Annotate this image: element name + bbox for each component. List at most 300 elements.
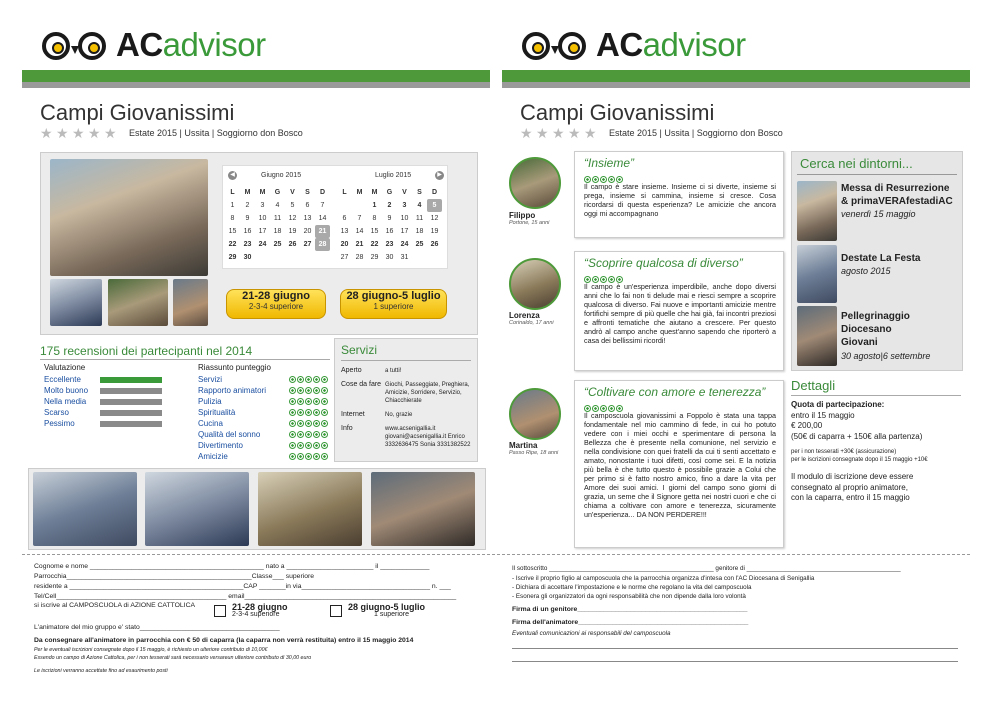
rating-dots xyxy=(289,398,328,405)
reviewer-avatar xyxy=(509,157,561,209)
rating-dot-icon xyxy=(313,409,320,416)
weekday-label: V xyxy=(402,189,407,196)
reviewer-name: Martina xyxy=(509,441,538,450)
calendar-day[interactable]: 15 xyxy=(228,228,237,235)
rating-dots xyxy=(289,420,328,427)
servizi-row xyxy=(341,367,476,375)
reviews-underline xyxy=(40,359,330,360)
july-label: Luglio 2015 xyxy=(375,172,412,179)
firma-animatore[interactable]: Firma dell'animatore_____________________________________________ xyxy=(512,619,749,626)
rating-dot-icon xyxy=(305,442,312,449)
calendar-day[interactable]: 11 xyxy=(273,215,282,222)
servizi-row xyxy=(341,425,476,449)
rating-dot-icon xyxy=(321,431,328,438)
calendar-day[interactable]: 7 xyxy=(357,215,362,222)
rating-dot-icon xyxy=(297,409,304,416)
right-logo xyxy=(520,26,746,64)
quota-label: Quota di partecipazione: xyxy=(791,400,885,409)
calendar-day[interactable]: 6 xyxy=(305,202,310,209)
calendar-day[interactable]: 29 xyxy=(228,254,237,261)
calendar-day[interactable]: 22 xyxy=(228,241,237,248)
calendar-day[interactable]: 13 xyxy=(303,215,312,222)
form-sottoscritto-line[interactable]: Il sottoscritto _______________________________________________ genitore di ____________________________________________ xyxy=(512,565,901,572)
weekday-label: M xyxy=(244,189,251,196)
weekday-label: V xyxy=(290,189,295,196)
reviewer-name: Lorenza xyxy=(509,311,540,320)
calendar-day[interactable]: 19 xyxy=(288,228,297,235)
valutazione-bar xyxy=(100,421,162,427)
valutazione-label-item[interactable]: Scarso xyxy=(44,408,69,417)
calendar-day xyxy=(412,251,427,264)
calendar-day[interactable]: 1 xyxy=(372,202,377,209)
owl-logo-icon xyxy=(40,28,110,62)
rating-dot-icon xyxy=(321,420,328,427)
right-page-title: Campi Giovanissimi xyxy=(520,100,715,125)
rating-dot-icon xyxy=(321,398,328,405)
rating-dot-icon xyxy=(289,387,296,394)
rating-dot-icon xyxy=(321,453,328,460)
calendar-day[interactable]: 31 xyxy=(400,254,409,261)
pill-sub: 2-3-4 superiore xyxy=(248,302,304,311)
checkbox-1-label xyxy=(232,602,288,618)
riassunto-label-item[interactable]: Divertimento xyxy=(198,441,243,450)
brand-name: ACadvisor xyxy=(596,26,746,63)
calendar-day[interactable]: 10 xyxy=(258,215,267,222)
left-page-title: Campi Giovanissimi xyxy=(40,100,235,125)
riassunto-label-item[interactable]: Cucina xyxy=(198,419,223,428)
calendar-day xyxy=(270,251,285,264)
weekday-label: D xyxy=(319,189,326,196)
event-item[interactable] xyxy=(841,253,961,276)
valutazione-row[interactable] xyxy=(44,407,174,418)
event-title-3: Giovani xyxy=(841,337,878,348)
calendar-day[interactable]: 27 xyxy=(340,254,349,261)
calendar-day[interactable]: 16 xyxy=(385,228,394,235)
review-body: Il campo è stare insieme. Insieme ci si diverte, insieme si prega, insieme si cammina, insieme si cresce. Cosa ricordarsi di questa esperienza? Le amicizie che ancora oggi mi accompagnano xyxy=(584,182,776,218)
thumb-photo xyxy=(173,279,208,326)
star-icon: ★ xyxy=(552,125,565,141)
session-1-checkbox[interactable] xyxy=(214,605,226,617)
riassunto-row[interactable] xyxy=(198,440,328,451)
calendar-day[interactable]: 15 xyxy=(370,228,379,235)
riassunto-row[interactable] xyxy=(198,396,328,407)
valutazione-bar xyxy=(100,377,162,383)
dettagli-heading: Dettagli xyxy=(791,378,836,393)
calendar-day[interactable]: 10 xyxy=(400,215,409,222)
calendar-day[interactable]: 16 xyxy=(243,228,252,235)
prev-month-icon[interactable]: ◀ xyxy=(228,171,237,180)
rating-dot-icon xyxy=(305,409,312,416)
calendar-day xyxy=(315,251,330,264)
reviewer-location: Corinaldo, 17 anni xyxy=(509,320,554,326)
servizi-value: No, grazie xyxy=(385,412,413,418)
left-gray-bar xyxy=(22,82,490,88)
comunicazioni-line[interactable] xyxy=(512,648,958,649)
rating-dot-icon xyxy=(297,431,304,438)
star-icon: ★ xyxy=(56,125,69,141)
rating-dot-icon xyxy=(289,398,296,405)
valutazione-label: Valutazione xyxy=(44,363,86,372)
calendar-day xyxy=(255,251,270,264)
session-2-checkbox[interactable] xyxy=(330,605,342,617)
servizi-underline xyxy=(341,360,471,361)
calendar xyxy=(222,165,448,269)
riassunto-row[interactable] xyxy=(198,385,328,396)
star-icon: ★ xyxy=(536,125,549,141)
calendar-day[interactable]: 12 xyxy=(430,215,439,222)
pill-title: 21-28 giugno xyxy=(242,290,310,302)
comunicazioni-line[interactable] xyxy=(512,661,958,662)
rating-dots xyxy=(289,409,328,416)
valutazione-bar xyxy=(100,410,162,416)
rating-dots xyxy=(289,442,328,449)
calendar-day[interactable]: 20 xyxy=(303,228,312,235)
event-date: venerdì 15 maggio xyxy=(841,209,916,219)
checkbox-1-sub: 2-3-4 superiore xyxy=(232,611,280,618)
right-green-bar xyxy=(502,70,970,82)
dettagli-body xyxy=(791,400,966,504)
calendar-day[interactable]: 20 xyxy=(340,241,349,248)
calendar-day[interactable]: 13 xyxy=(340,228,349,235)
calendar-day[interactable]: 25 xyxy=(273,241,282,248)
checkbox-2-title: 28 giugno-5 luglio xyxy=(348,602,425,612)
pill-title: 28 giugno-5 luglio xyxy=(346,290,441,302)
calendar-day[interactable]: 7 xyxy=(320,202,325,209)
form-iscrive-line: si iscrive al CAMPOSCUOLA di AZIONE CATTOLICA xyxy=(34,602,196,609)
quota-note-1: per i non tesserati +30€ (assicurazione) xyxy=(791,449,897,455)
rating-dot-icon xyxy=(297,453,304,460)
calendar-day[interactable]: 2 xyxy=(387,202,392,209)
form-clause-1: - Iscrive il proprio figlio al camposcuola che la parrocchia organizza d'intesa con l'AC Diocesana di Senigallia xyxy=(512,575,815,582)
riassunto-label-item[interactable]: Rapporto animatori xyxy=(198,386,267,395)
calendar-day[interactable]: 21 xyxy=(355,241,364,248)
calendar-day[interactable]: 24 xyxy=(258,241,267,248)
quota-note-2: per le iscrizioni consegnate dopo il 15 maggio +10€ xyxy=(791,457,928,463)
valutazione-row[interactable] xyxy=(44,396,174,407)
weekday-label: D xyxy=(431,189,438,196)
event-title-2: & primaVERAfestadiAC xyxy=(841,196,953,207)
firma-genitore[interactable]: Firma di un genitore_____________________________________________ xyxy=(512,606,748,613)
riassunto-label-item[interactable]: Spiritualità xyxy=(198,408,236,417)
form-note-3: Le iscrizioni verranno accettate fino ad esaurimento posti xyxy=(34,668,168,674)
calendar-day[interactable]: 22 xyxy=(370,241,379,248)
servizi-key: Info xyxy=(341,425,353,432)
calendar-day[interactable]: 9 xyxy=(387,215,392,222)
calendar-day xyxy=(352,199,367,212)
checkbox-2-sub: 1 superiore xyxy=(374,611,410,618)
rating-dot-icon xyxy=(305,398,312,405)
rating-dot-icon xyxy=(313,420,320,427)
servizi-heading: Servizi xyxy=(341,343,378,357)
june-grid xyxy=(225,186,330,264)
calendar-day[interactable]: 28 xyxy=(355,254,364,261)
left-subtitle: Estate 2015 | Ussita | Soggiorno don Bosco xyxy=(129,128,303,138)
riassunto-label-item[interactable]: Qualità del sonno xyxy=(198,430,261,439)
calendar-day[interactable]: 8 xyxy=(372,215,377,222)
calendar-day[interactable]: 29 xyxy=(370,254,379,261)
calendar-day[interactable]: 17 xyxy=(258,228,267,235)
calendar-day[interactable]: 19 xyxy=(430,228,439,235)
riassunto-row[interactable] xyxy=(198,407,328,418)
brand-name: ACadvisor xyxy=(116,26,266,63)
calendar-day[interactable]: 25 xyxy=(415,241,424,248)
event-date: agosto 2015 xyxy=(841,266,891,276)
session-pill-1[interactable] xyxy=(226,289,326,319)
left-green-bar xyxy=(22,70,490,82)
form-contact-line[interactable]: Tel/Cell_____________________________________________ email________________________________________________________ xyxy=(34,593,457,600)
valutazione-row[interactable] xyxy=(44,374,174,385)
form-note-2: Essendo un campo di Azione Cattolica, per i non tesserati sarà necessario versareun ulteriore contributo di 30,00 euro xyxy=(34,655,312,661)
form-parrocchia-line[interactable]: Parrocchia_________________________________________________Classe___ superiore xyxy=(34,573,315,580)
rating-dot-icon xyxy=(289,420,296,427)
calendar-day[interactable]: 2 xyxy=(245,202,250,209)
june-label: Giugno 2015 xyxy=(261,172,302,179)
rating-dot-icon xyxy=(289,431,296,438)
owl-logo-icon xyxy=(520,28,590,62)
form-clause-2: - Dichiara di accettare l'impostazione e le norme che regolano la vita del camposcuola xyxy=(512,584,752,591)
calendar-day[interactable]: 21 xyxy=(315,225,330,238)
servizi-value: www.acsenigallia.it giovani@acsenigallia.it Enrico 3332636475 Sonia 3331382522 xyxy=(385,426,471,448)
valutazione-bar xyxy=(100,388,162,394)
servizi-rows xyxy=(341,367,476,455)
valutazione-label-item[interactable]: Molto buono xyxy=(44,386,89,395)
servizi-key: Cose da fare xyxy=(341,381,382,388)
riassunto-row[interactable] xyxy=(198,374,328,385)
rating-dot-icon xyxy=(289,409,296,416)
star-icon: ★ xyxy=(520,125,533,141)
star-icon: ★ xyxy=(568,125,581,141)
event-date: 30 agosto|6 settembre xyxy=(841,351,931,361)
rating-dot-icon xyxy=(289,376,296,383)
calendar-day[interactable]: 4 xyxy=(417,202,422,209)
pill-sub: 1 superiore xyxy=(373,302,414,311)
event-title: Destate La Festa xyxy=(841,253,921,264)
form-animatore-line[interactable]: L'animatore del mio gruppo e' stato_____________________________________ xyxy=(34,624,280,631)
rating-dot-icon xyxy=(313,442,320,449)
rating-dots xyxy=(289,431,328,438)
calendar-day[interactable]: 17 xyxy=(400,228,409,235)
rating-dot-icon xyxy=(289,453,296,460)
event-title: Pellegrinaggio xyxy=(841,311,910,322)
event-item[interactable] xyxy=(841,183,961,219)
calendar-day[interactable]: 28 xyxy=(315,238,330,251)
rating-dot-icon xyxy=(313,453,320,460)
weekday-label: G xyxy=(386,189,393,196)
reviewer-location: Portone, 15 anni xyxy=(509,220,550,226)
strip-photo xyxy=(258,472,362,546)
rating-dot-icon xyxy=(297,398,304,405)
rating-dots xyxy=(289,453,328,460)
calendar-day[interactable]: 23 xyxy=(385,241,394,248)
rating-dot-icon xyxy=(321,442,328,449)
calendar-day[interactable]: 9 xyxy=(245,215,250,222)
nearby-heading: Cerca nei dintorni... xyxy=(800,156,913,171)
cut-line xyxy=(22,554,970,555)
calendar-day[interactable]: 27 xyxy=(303,241,312,248)
session-pill-2[interactable] xyxy=(340,289,447,319)
calendar-day[interactable]: 6 xyxy=(342,215,347,222)
star-icon: ★ xyxy=(72,125,85,141)
event-title: Messa di Resurrezione xyxy=(841,183,950,194)
calendar-day xyxy=(300,251,315,264)
calendar-day[interactable]: 26 xyxy=(288,241,297,248)
star-icon: ★ xyxy=(40,125,53,141)
modulo-line-2: consegnato al proprio animatore, xyxy=(791,482,908,492)
servizi-key: Internet xyxy=(341,411,365,418)
event-title-2: Diocesano xyxy=(841,324,892,335)
review-title: “Coltivare con amore e tenerezza” xyxy=(584,385,766,399)
calendar-day[interactable]: 18 xyxy=(273,228,282,235)
quota-line-1: entro il 15 maggio xyxy=(791,410,855,420)
checkbox-1-title: 21-28 giugno xyxy=(232,602,288,612)
rating-dot-icon xyxy=(305,431,312,438)
rating-dot-icon xyxy=(289,442,296,449)
riassunto-row[interactable] xyxy=(198,451,328,462)
servizi-key: Aperto xyxy=(341,367,362,374)
calendar-day[interactable]: 4 xyxy=(275,202,280,209)
left-rating-stars xyxy=(40,126,118,140)
calendar-day[interactable]: 14 xyxy=(318,215,327,222)
reviewer-avatar xyxy=(509,258,561,310)
modulo-line-3: con la caparra, entro il 15 maggio xyxy=(791,493,910,502)
right-rating-stars xyxy=(520,126,598,140)
review-title: “Insieme” xyxy=(584,156,635,170)
servizi-row xyxy=(341,381,476,405)
valutazione-row[interactable] xyxy=(44,385,174,396)
riassunto-row[interactable] xyxy=(198,418,328,429)
rating-dots xyxy=(289,376,328,383)
rating-dot-icon xyxy=(313,398,320,405)
weekday-label: S xyxy=(305,189,310,196)
quota-line-2: € 200,00 xyxy=(791,421,823,430)
servizi-row xyxy=(341,411,476,419)
riassunto-row[interactable] xyxy=(198,429,328,440)
strip-photo xyxy=(33,472,137,546)
rating-dot-icon xyxy=(305,453,312,460)
rating-dot-icon xyxy=(321,376,328,383)
form-clause-3: - Esonera gli organizzatori da ogni responsabilità che non dipende dalla loro volontà xyxy=(512,593,746,600)
calendar-day[interactable]: 30 xyxy=(243,254,252,261)
event-item[interactable] xyxy=(841,310,961,361)
checkbox-2-label xyxy=(348,602,425,618)
star-icon: ★ xyxy=(584,125,597,141)
rating-dot-icon xyxy=(321,387,328,394)
form-residente-line[interactable]: residente a ______________________________________________CAP _______in via__________________________________ n. ___ xyxy=(34,583,451,590)
modulo-line-1: Il modulo di iscrizione deve essere xyxy=(791,472,914,481)
rating-dot-icon xyxy=(297,387,304,394)
servizi-value: a tutti! xyxy=(385,368,402,374)
riassunto-list xyxy=(198,374,328,462)
strip-photo xyxy=(145,472,249,546)
right-subtitle: Estate 2015 | Ussita | Soggiorno don Bosco xyxy=(609,128,783,138)
valutazione-list xyxy=(44,374,174,429)
rating-dot-icon xyxy=(297,420,304,427)
rating-dot-icon xyxy=(297,376,304,383)
july-grid xyxy=(337,186,442,264)
riassunto-label-item[interactable]: Servizi xyxy=(198,375,223,384)
rating-dot-icon xyxy=(321,409,328,416)
servizi-value: Giochi, Passeggiate, Preghiera, Amicizie, Sorridere, Servizio, Chiacchierate xyxy=(385,382,470,404)
weekday-label: L xyxy=(230,189,235,196)
calendar-day[interactable]: 3 xyxy=(260,202,265,209)
left-logo xyxy=(40,26,266,64)
main-photo xyxy=(50,159,208,276)
rating-dot-icon xyxy=(313,431,320,438)
weekday-label: M xyxy=(259,189,266,196)
calendar-day[interactable]: 5 xyxy=(427,199,442,212)
riassunto-label: Riassunto punteggio xyxy=(198,363,271,372)
weekday-label: L xyxy=(342,189,347,196)
star-icon: ★ xyxy=(88,125,101,141)
calendar-day xyxy=(337,199,352,212)
riassunto-label-item[interactable]: Pulizia xyxy=(198,397,222,406)
calendar-day[interactable]: 24 xyxy=(400,241,409,248)
quota-line-3: (50€ di caparra + 150€ alla partenza) xyxy=(791,431,923,441)
calendar-day[interactable]: 18 xyxy=(415,228,424,235)
valutazione-label-item[interactable]: Nella media xyxy=(44,397,87,406)
weekday-label: G xyxy=(274,189,281,196)
reviewer-name: Filippo xyxy=(509,211,536,220)
calendar-day[interactable]: 23 xyxy=(243,241,252,248)
rating-dot-icon xyxy=(297,442,304,449)
rating-dot-icon xyxy=(305,387,312,394)
calendar-day xyxy=(427,251,442,264)
rating-dot-icon xyxy=(313,376,320,383)
valutazione-bar xyxy=(100,399,162,405)
calendar-day[interactable]: 26 xyxy=(430,241,439,248)
rating-dots xyxy=(289,387,328,394)
weekday-label: M xyxy=(371,189,378,196)
event-photo xyxy=(797,306,837,366)
valutazione-label-item[interactable]: Eccellente xyxy=(44,375,81,384)
calendar-day[interactable]: 12 xyxy=(288,215,297,222)
thumb-photo xyxy=(50,279,102,326)
reviewer-location: Passo Ripe, 18 anni xyxy=(509,450,559,456)
calendar-day[interactable]: 3 xyxy=(402,202,407,209)
form-name-line[interactable]: Cognome e nome ______________________________________________ nato a _______________________ il _____________ xyxy=(34,563,430,570)
review-title: “Scoprire qualcosa di diverso” xyxy=(584,256,743,270)
right-gray-bar xyxy=(502,82,970,88)
thumb-photo xyxy=(108,279,168,326)
calendar-day[interactable]: 30 xyxy=(385,254,394,261)
calendar-day[interactable]: 1 xyxy=(230,202,235,209)
form-deadline: Da consegnare all'animatore in parrocchia con € 50 di caparra (la caparra non verrà restituita) entro il 15 maggio 2014 xyxy=(34,637,414,644)
calendar-day[interactable]: 8 xyxy=(230,215,235,222)
event-photo xyxy=(797,245,837,303)
weekday-label: M xyxy=(356,189,363,196)
star-icon: ★ xyxy=(104,125,117,141)
calendar-day[interactable]: 14 xyxy=(355,228,364,235)
next-month-icon[interactable]: ▶ xyxy=(435,171,444,180)
dettagli-underline xyxy=(791,395,961,396)
riassunto-label-item[interactable]: Amicizie xyxy=(198,452,228,461)
calendar-day[interactable]: 11 xyxy=(415,215,424,222)
valutazione-label-item[interactable]: Pessimo xyxy=(44,419,75,428)
calendar-day xyxy=(285,251,300,264)
review-body: Il camposcuola giovanissimi a Foppolo è stata una tappa fondamentale nel mio cammino di fede, in cui ho potuto vedere con i miei occhi e sperimentare di persona la Bellezza che è presente nella comunione, nel servizio e nella condivisione con quei fratelli da cui ti senti accettato e amato, nonostante i tuoi difetti, così come sei. E la notizia più bella è che tutto questo è possibile grazie a Colui che per primo si è fatto nostro amico, fino a dare la vita per Amore dei suoi amici. I giorni del campo sono giorni di grazia, un seme che il Signore getta nei nostri cuori e che ci chiama a coltivare con amore e tenerezza, sicuramente un'esperienza... DA NON PERDERE!!! xyxy=(584,411,776,519)
comunicazioni-label: Eventuali comunicazioni ai responsabili del camposcuola xyxy=(512,630,671,637)
rating-dot-icon xyxy=(305,420,312,427)
valutazione-row[interactable] xyxy=(44,418,174,429)
rating-dot-icon xyxy=(305,376,312,383)
form-note-1: Per le eventuali iscrizioni consegnate dopo il 15 maggio, è richiesto un ulteriore contributo di 10,00€ xyxy=(34,647,268,653)
nearby-underline xyxy=(797,174,957,175)
reviewer-avatar xyxy=(509,388,561,440)
strip-photo xyxy=(371,472,475,546)
event-photo xyxy=(797,181,837,241)
calendar-day[interactable]: 5 xyxy=(290,202,295,209)
rating-dot-icon xyxy=(313,387,320,394)
